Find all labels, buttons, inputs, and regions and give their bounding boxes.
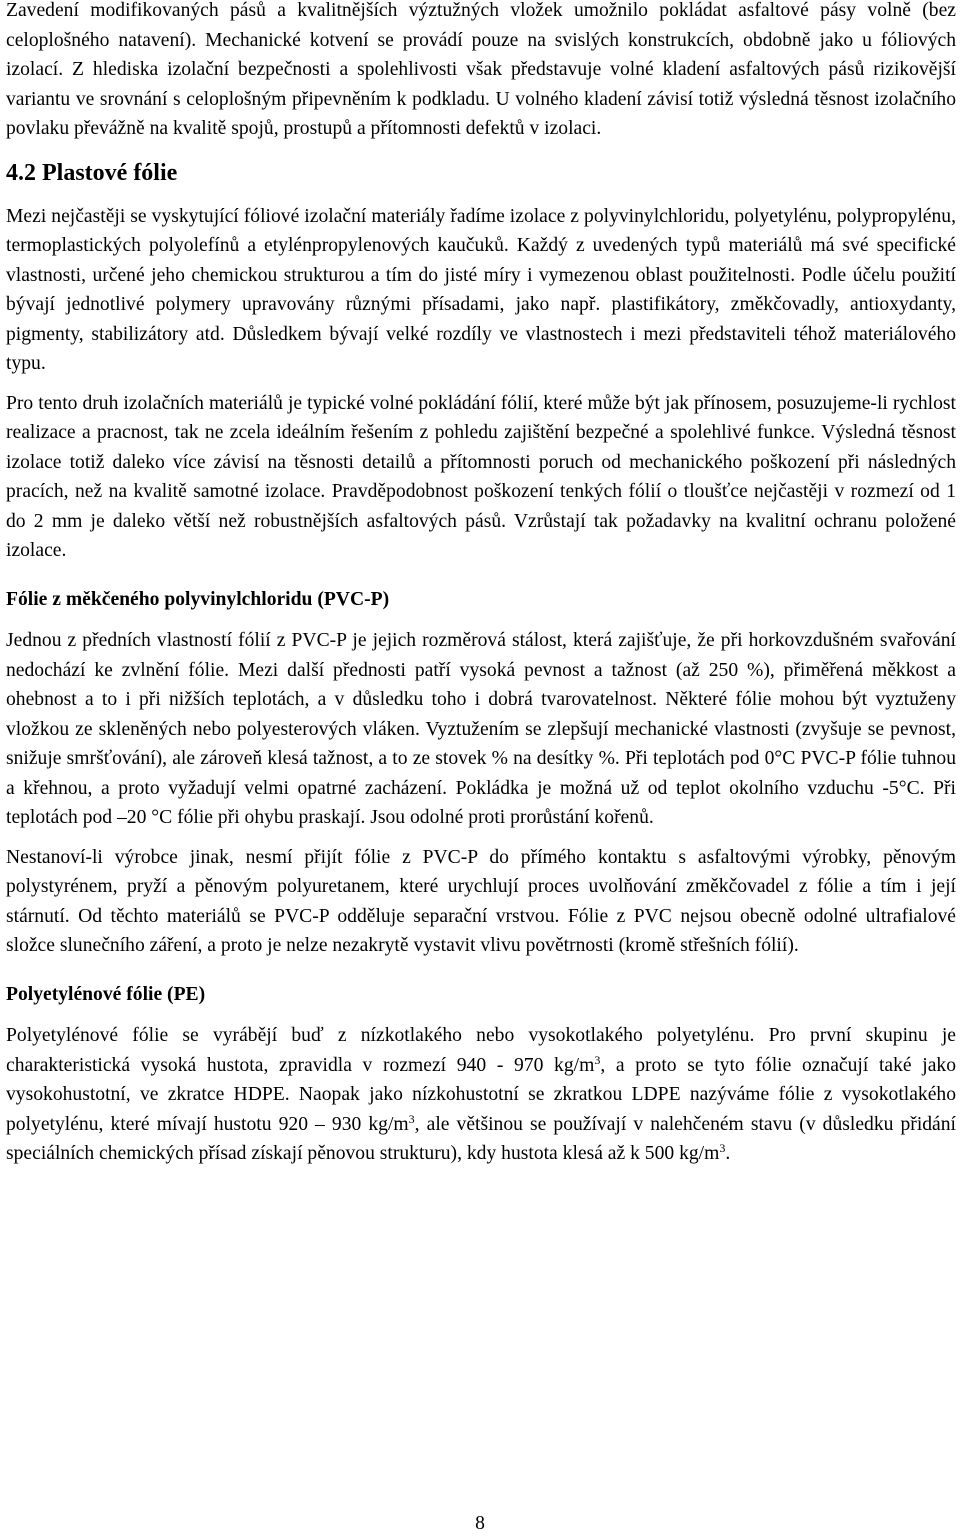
document-page: [6, 0, 956, 1179]
page-number: 8: [475, 1513, 485, 1534]
paragraph-pvc-properties: Jednou z předních vlastností fólií z PVC-P je jejich rozměrová stálost, která zajišťuje, že při horkovzdušném svařování nedochází ke zvlnění fólie. Mezi další přednosti patří vysoká pevnost a tažnost (až 250 %), přiměřená měkkost a ohebnost a to i při nižších teplotách, a v důsledku toho i dobrá tvarovatelnost. Některé fólie mohou být vyztuženy vložkou ze skleněných nebo polyesterových vláken. Vyztužením se zlepšují mechanické vlastnosti (zvyšuje se pevnost, snižuje smršťování), ale zároveň klesá tažnost, a to ze stovek % na desítky %. Při teplotách pod 0°C PVC-P fólie tuhnou a křehnou, a proto vyžadují velmi opatrné zacházení. Pokládka je možná už od teplot okolního vzduchu -5°C. Při teplotách pod –20 °C fólie při ohybu praskají. Jsou odolné proti prorůstání kořenů.: [6, 630, 956, 828]
subheading-pvc-p: Fólie z měkčeného polyvinylchloridu (PVC-P): [6, 588, 390, 610]
paragraph-pe-foils: [6, 1021, 956, 1169]
pe-text-part-3: , ale většinou se používají v nalehčeném stavu (v důsledku přidání speciálních chemických přísad získají pěnovou strukturu), kdy hustota klesá až k 500 kg/m: [6, 1113, 956, 1164]
pe-text-part-1: Polyetylénové fólie se vyrábějí buď z nízkotlakého nebo vysokotlakého polyetylénu. Pro první skupinu je charakteristická vysoká hustota, zpravidla v rozmezí 940 - 970 kg/m: [6, 1025, 956, 1076]
paragraph-foil-materials: Mezi nejčastěji se vyskytující fóliové izolační materiály řadíme izolace z polyvinylchloridu, polyetylénu, polypropylénu, termoplastických polyolefínů a etylénpropylenových kaučuků. Každý z uvedených typů materiálů má své specifické vlastnosti, určené jeho chemickou strukturou a tím do jisté míry i vymezenou oblast použitelnosti. Podle účelu použití bývají jednotlivé polymery upravovány různými přísadami, jako např. plastifikátory, změkčovadly, antioxydanty, pigmenty, stabilizátory atd. Důsledkem bývají velké rozdíly ve vlastnostech i mezi představiteli téhož materiálového typu.: [6, 205, 956, 374]
paragraph-asphalt-loose-laying: Zavedení modifikovaných pásů a kvalitnějších výztužných vložek umožnilo pokládat asfaltové pásy volně (bez celoplošného natavení). Mechanické kotvení se provádí pouze na svislých konstrukcích, obdobně jako u fóliových izolací. Z hlediska izolační bezpečnosti a spolehlivosti však představuje volné kladení asfaltových pásů rizikovější variantu ve srovnání s celoplošným připevněním k podkladu. U volného kladení závisí totiž výsledná těsnost izolačního povlaku převážně na kvalitě spojů, prostupů a přítomnosti defektů v izolaci.: [6, 0, 956, 139]
superscript-exponent: 3: [594, 1052, 601, 1067]
paragraph-loose-laying-foils: Pro tento druh izolačních materiálů je typické volné pokládání fólií, které může být jak přínosem, posuzujeme-li rychlost realizace a pracnost, tak ne zcela ideálním řešením z pohledu zajištění bezpečné a spolehlivé funkce. Výsledná těsnost izolace totiž daleko více závisí na těsnosti detailů a přítomnosti poruch od mechanického poškození při následných pracích, než na kvalitě samotné izolace. Pravděpodobnost poškození tenkých fólií o tloušťce nejčastěji v rozmezí od 1 do 2 mm je daleko větší než robustnějších asfaltových pásů. Vzrůstají tak požadavky na kvalitní ochranu položené izolace.: [6, 392, 956, 561]
paragraph-pvc-compatibility: Nestanoví-li výrobce jinak, nesmí přijít fólie z PVC-P do přímého kontaktu s asfaltovými výrobky, pěnovým polystyrénem, pryží a pěnovým polyuretanem, které urychlují proces uvolňování změkčovadel z fólie a tím i její stárnutí. Od těchto materiálů se PVC-P odděluje separační vrstvou. Fólie z PVC nejsou obecně odolné ultrafialové složce slunečního záření, a proto je nelze nezakrytě vystavit vlivu povětrnosti (kromě střešních fólií).: [6, 846, 956, 956]
superscript-exponent: 3: [408, 1111, 415, 1126]
section-heading-plastic-foils: 4.2 Plastové fólie: [6, 159, 178, 186]
pe-text-part-4: .: [725, 1143, 731, 1164]
superscript-exponent: 3: [719, 1141, 726, 1155]
subheading-pe: Polyetylénové fólie (PE): [6, 983, 206, 1005]
pe-text-part-2: , a proto se tyto fólie označují také jako vysokohustotní, ve zkratce HDPE. Naopak jako nízkohustotní se zkratkou LDPE nazýváme fólie z vysokotlakého polyetylénu, které mívají hustotu 920 – 930 kg/m: [6, 1054, 956, 1135]
